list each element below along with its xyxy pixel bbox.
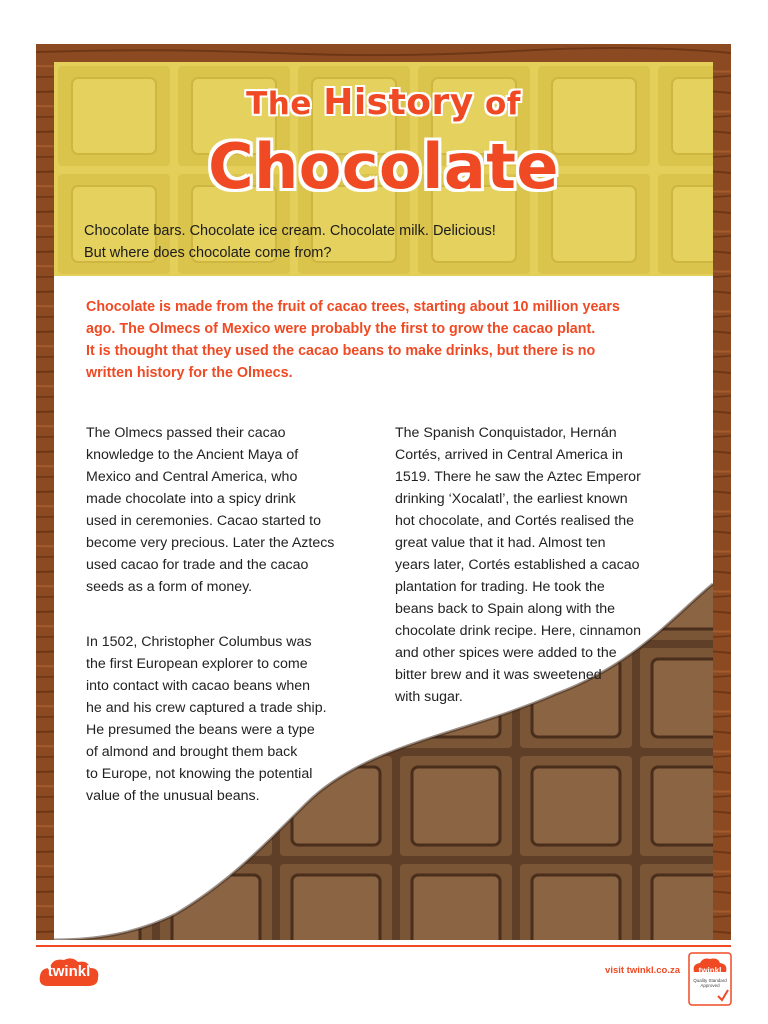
visit-link[interactable]: visit twinkl.co.za	[605, 965, 680, 976]
title-the: The	[246, 86, 312, 122]
title-upper	[36, 82, 731, 123]
left-paragraph-2: In 1502, Christopher Columbus was the first European explorer to come into contact with cacao beans when he and his crew captured a trade ship. He presumed the beans were a type of almond and brought them back to Europe, not knowing the potential value of the unusual beans.	[86, 634, 327, 804]
right-paragraph-1: The Spanish Conquistador, Hernán Cortés, arrived in Central America in 1519. There he saw the Aztec Emperor drinking ‘Xocalatl’, the earliest known hot chocolate, and Cortés realised the great value that it had. Almost ten years later, Cortés established a cacao plantation for trading. He took the beans back to Spain along with the chocolate drink recipe. Here, cinnamon and other spices were added to the bitter brew and it was sweetened with sugar.	[395, 425, 642, 705]
logo-text: twinkl	[47, 963, 91, 980]
lead-paragraph: Chocolate is made from the fruit of cacao trees, starting about 10 million years ago. The Olmecs of Mexico were probably the first to grow the cacao plant. It is thought that they used the cacao beans to make drinks, but there is no written history for the Olmecs.	[86, 299, 620, 381]
left-column	[86, 400, 371, 840]
badge-text: Quality Standard Approved	[693, 978, 727, 988]
intro-text: Chocolate bars. Chocolate ice cream. Chocolate milk. Delicious! But where does chocolate come from?	[84, 223, 496, 261]
page-title: Chocolate	[208, 130, 559, 203]
twinkl-logo[interactable]	[38, 956, 100, 990]
quality-badge	[688, 952, 732, 1006]
right-column	[395, 400, 715, 741]
page-frame	[36, 44, 731, 940]
footer-divider	[36, 945, 731, 947]
title-history: History	[323, 82, 474, 123]
left-paragraph-1: The Olmecs passed their cacao knowledge to the Ancient Maya of Mexico and Central America, who made chocolate into a spicy drink used in ceremonies. Cacao started to become very precious. Later the Aztecs used cacao for trade and the cacao seeds as a form of money.	[86, 425, 335, 595]
title-of: of	[485, 86, 521, 122]
badge-logo-text: twinkl	[698, 966, 722, 975]
